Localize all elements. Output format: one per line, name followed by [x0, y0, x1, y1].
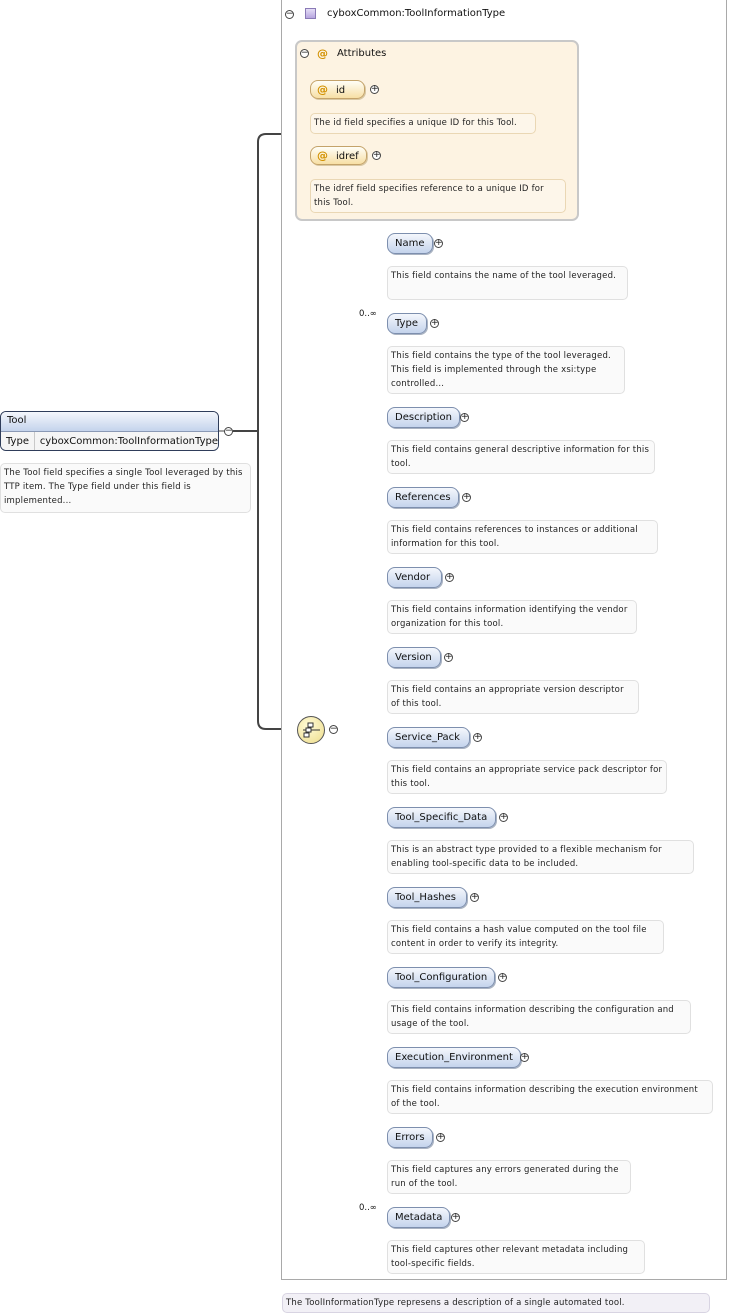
attribute-idref-label: idref — [336, 151, 359, 162]
attribute-icon: @ — [317, 83, 328, 96]
expand-element-icon[interactable]: + — [431, 318, 439, 328]
expand-element-icon[interactable]: + — [461, 412, 469, 422]
expand-element-icon[interactable]: + — [445, 652, 453, 662]
element-node[interactable]: Description — [387, 407, 460, 428]
expand-element-icon[interactable]: + — [474, 732, 482, 742]
collapse-type-icon[interactable]: − — [286, 9, 294, 19]
expand-element-icon[interactable]: + — [500, 812, 508, 822]
expand-element-icon[interactable]: + — [463, 492, 471, 502]
element-node[interactable]: Name — [387, 233, 433, 254]
element-node[interactable]: Execution_Environment — [387, 1047, 521, 1068]
attribute-id-description: The id field specifies a unique ID for this Tool. — [310, 113, 536, 134]
expand-element-icon[interactable]: + — [446, 572, 454, 582]
root-type-row — [1, 432, 218, 451]
attribute-id-node[interactable] — [310, 80, 365, 99]
element-description: This is an abstract type provided to a flexible mechanism for enabling tool-specific data to be included. — [387, 840, 694, 874]
element-description: This field contains an appropriate service pack descriptor for this tool. — [387, 760, 667, 794]
sequence-icon[interactable] — [297, 716, 325, 744]
attribute-idref-node[interactable] — [310, 146, 367, 165]
root-description: The Tool field specifies a single Tool leveraged by this TTP item. The Type field under this field is implemented... — [0, 463, 251, 513]
element-description: This field contains references to instances or additional information for this tool. — [387, 520, 658, 554]
element-node[interactable]: Tool_Configuration — [387, 967, 495, 988]
expand-element-icon[interactable]: + — [499, 972, 507, 982]
attribute-icon: @ — [317, 47, 328, 60]
element-description: This field contains information describing the execution environment of the tool. — [387, 1080, 713, 1114]
expand-idref-icon[interactable]: + — [373, 150, 381, 160]
element-description: This field contains a hash value computed on the tool file content in order to verify its integrity. — [387, 920, 664, 954]
attribute-idref-description: The idref field specifies reference to a unique ID for this Tool. — [310, 179, 566, 213]
element-description: This field contains information identifying the vendor organization for this tool. — [387, 600, 637, 634]
expand-element-icon[interactable]: + — [437, 1132, 445, 1142]
expand-element-icon[interactable]: + — [521, 1052, 529, 1062]
type-name-label: cyboxCommon:ToolInformationType — [327, 8, 506, 19]
type-description: The ToolInformationType represens a description of a single automated tool. — [282, 1293, 710, 1313]
element-node[interactable]: Vendor — [387, 567, 442, 588]
collapse-attributes-icon[interactable]: − — [301, 48, 309, 58]
element-description: This field captures other relevant metadata including tool-specific fields. — [387, 1240, 645, 1274]
expand-id-icon[interactable]: + — [371, 84, 379, 94]
cardinality-label: 0..∞ — [359, 309, 377, 319]
expand-element-icon[interactable]: + — [435, 238, 443, 248]
element-description: This field contains the name of the tool leveraged. — [387, 266, 628, 300]
root-element-tool[interactable] — [0, 411, 219, 451]
complex-type-icon — [305, 8, 316, 19]
element-description: This field contains information describing the configuration and usage of the tool. — [387, 1000, 691, 1034]
expand-element-icon[interactable]: + — [471, 892, 479, 902]
element-node[interactable]: Tool_Specific_Data — [387, 807, 496, 828]
element-node[interactable]: Service_Pack — [387, 727, 470, 748]
element-node[interactable]: Type — [387, 313, 427, 334]
cardinality-label: 0..∞ — [359, 1203, 377, 1213]
expand-element-icon[interactable]: + — [452, 1212, 460, 1222]
element-description: This field contains the type of the tool leveraged. This field is implemented through the xsi:type controlled... — [387, 346, 625, 394]
element-description: This field contains an appropriate version descriptor of this tool. — [387, 680, 639, 714]
attribute-icon: @ — [317, 149, 328, 162]
collapse-root-icon[interactable]: − — [225, 426, 233, 436]
element-node[interactable]: Version — [387, 647, 441, 668]
root-type-key: Type — [1, 432, 35, 451]
element-node[interactable]: Tool_Hashes — [387, 887, 467, 908]
element-description: This field captures any errors generated during the run of the tool. — [387, 1160, 631, 1194]
sequence-glyph — [298, 717, 324, 743]
element-description: This field contains general descriptive information for this tool. — [387, 440, 655, 474]
element-node[interactable]: Metadata — [387, 1207, 450, 1228]
attributes-title: Attributes — [337, 48, 387, 59]
element-node[interactable]: Errors — [387, 1127, 433, 1148]
attribute-id-label: id — [336, 85, 346, 96]
root-element-name: Tool — [1, 412, 218, 432]
root-type-value: cyboxCommon:ToolInformationType — [39, 436, 218, 447]
collapse-sequence-icon[interactable]: − — [330, 724, 338, 734]
element-node[interactable]: References — [387, 487, 459, 508]
